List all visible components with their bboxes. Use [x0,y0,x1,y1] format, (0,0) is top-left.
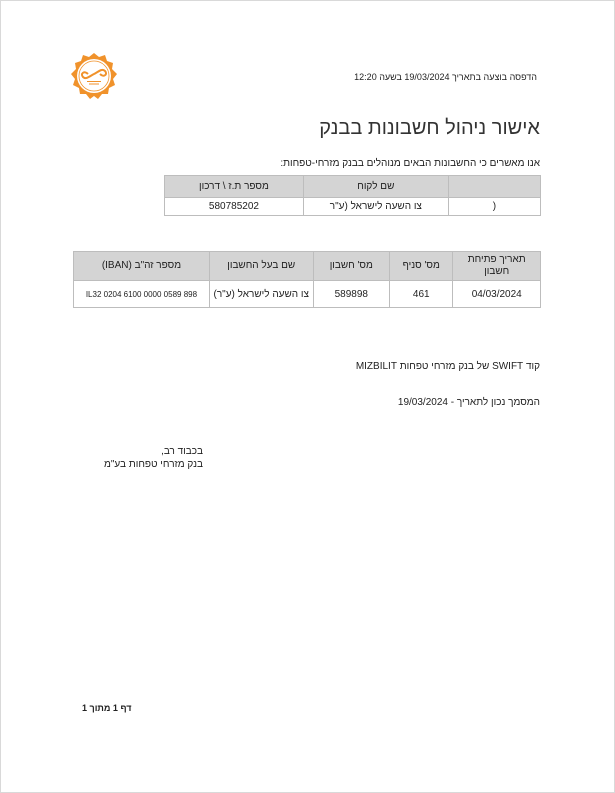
closing-bank-name: בנק מזרחי טפחות בע"מ [104,459,203,470]
header-blank [448,176,540,198]
table-row [74,281,541,308]
header-owner: שם בעל החשבון [209,252,313,281]
document-title: אישור ניהול חשבונות בבנק [319,117,540,139]
cell-marker: ( [448,198,540,216]
page-number: דף 1 מתוך 1 [82,703,132,713]
customer-table [164,175,541,216]
cell-iban: IL32 0204 6100 0000 0589 898 [74,281,210,308]
validity-date-line: המסמך נכון לתאריך - 19/03/2024 [397,397,540,408]
header-open-date: תאריך פתיחת חשבון [453,252,541,281]
header-iban: מספר זה"ב (IBAN) [74,252,210,281]
table-row [165,198,541,216]
print-date-notice: הדפסה בוצעה בתאריך 19/03/2024 בשעה 12:20 [354,72,537,82]
header-account: מס' חשבון [313,252,389,281]
cell-customer-name: צו השעה לישראל (ע"ר [303,198,448,216]
header-branch: מס' סניף [390,252,453,281]
bank-seal-logo-icon [70,52,118,100]
customer-table-header-row [165,176,541,198]
accounts-table-header-row [74,252,541,281]
header-id-number: מספר ת.ז \ דרכון [165,176,304,198]
header-customer-name: שם לקוח [303,176,448,198]
closing-signature [104,445,203,471]
cell-account: 589898 [313,281,389,308]
cell-branch: 461 [390,281,453,308]
cell-id-number: 580785202 [165,198,304,216]
intro-text: אנו מאשרים כי החשבונות הבאים מנוהלים בבנק מזרחי-טפחות: [280,158,540,169]
accounts-table [73,251,541,308]
closing-greeting: בכבוד רב, [161,446,203,457]
swift-code-line: קוד SWIFT של בנק מזרחי טפחות MIZBILIT [355,361,540,372]
cell-owner: צו השעה לישראל (ע"ר) [209,281,313,308]
cell-open-date: 04/03/2024 [453,281,541,308]
